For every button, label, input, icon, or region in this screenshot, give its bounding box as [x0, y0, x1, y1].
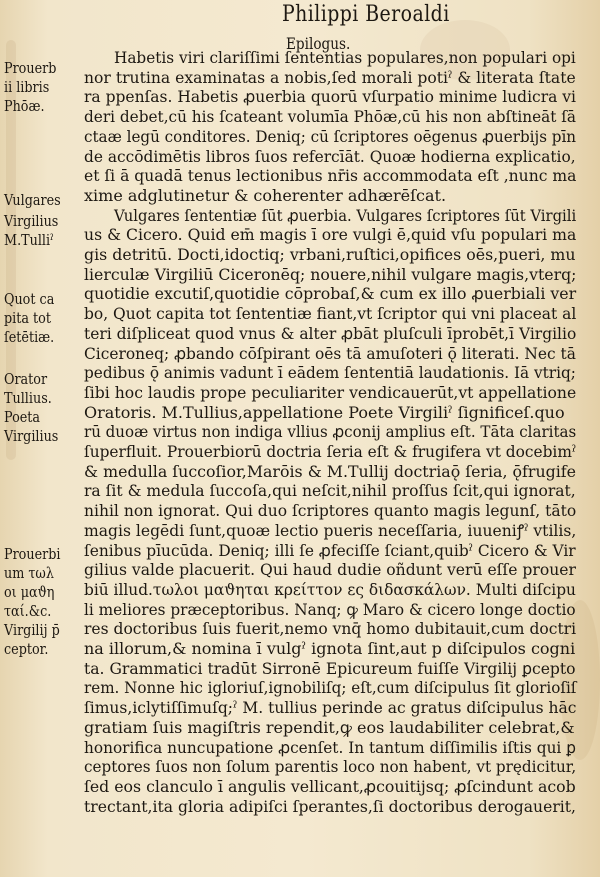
text-line: lierculæ Virgiliū Ciceronēq; nouere,nihil vulgare magis,vterq; [84, 264, 577, 284]
margin-note: Prouerb [4, 61, 57, 77]
text-line: ſenibus pīucūda. Deniq; illi ſe ꝓfeciſſe ſciant,quibˀ Cicero & Vir [84, 540, 576, 560]
text-line: xime adglutinetur & coherenter adhærēſcat. [84, 185, 447, 205]
margin-note: Vulgares [4, 193, 61, 209]
margin-note: Virgilius [4, 214, 59, 230]
text-line: ſibi hoc laudis prope peculiariter vendicauerūt,vt appellatione [84, 382, 577, 402]
text-line: nihil non ignorat. Qui duo ſcriptores quanto magis legunſ, tāto [84, 501, 577, 521]
margin-note: ταί.&c. [4, 604, 52, 620]
text-line: rū duoæ virtus non indiga vllius ꝓconij amplius eſt. Tāta claritas [84, 422, 577, 442]
text-line: honorifica nuncupatione ꝓcenſet. In tantum diſſimilis iſtis qui ꝑ [84, 737, 576, 757]
margin-note: οι μαϑη [4, 585, 55, 601]
text-line: us & Cicero. Quid em̄ magis ī ore vulgi ē,quid vſu populari ma [84, 225, 577, 245]
text-line: gis detritū. Docti,idoctiq; vrbani,ruſtici,opifices oēs,pueri, mu [84, 245, 576, 264]
margin-note: ceptor. [4, 642, 49, 658]
text-line: Habetis viri clariſſimi ſententias populares,non populari opi [114, 48, 576, 67]
margin-note: Poeta [4, 410, 41, 426]
text-line: magis legēdi ſunt,quoæ lectio pueris neceſſaria, iuueniꝭˀ vtilis, [84, 520, 577, 540]
margin-note: Virgilius [4, 429, 59, 445]
text-line: li meliores præceptoribus. Nanq; ꝙ Maro & cicero longe doctio [84, 599, 576, 619]
text-line: ra ſit & medula ſuccoſa,qui neſcit,nihil proſſus ſcit,qui ignorat, [84, 481, 576, 501]
margin-note: Tullius. [4, 391, 52, 407]
text-line: nor trutina examinatas a nobis,ſed morali potiˀ & literata ſtate [84, 67, 576, 87]
text-line: res doctoribus ſuis fuerit,nemo vnq̄ homo dubitauit,cum doctri [84, 619, 577, 639]
text-line: et ſi ā quadā tenus lectionibus nr̄is accommodata eſt ,nunc ma [84, 166, 577, 186]
margin-note: Orator [4, 372, 48, 388]
text-line: ta. Grammatici tradūt Sirronē Epicureum fuiſſe Virgilij ꝑcepto [84, 658, 576, 678]
margin-note: Quot ca [4, 292, 55, 308]
text-line: gratiam ſuis magiſtris rependit,ꝙ eos laudabiliter celebrat,& [84, 717, 575, 737]
margin-note: Virgilij p̄ [4, 623, 60, 639]
margin-notes [0, 0, 82, 877]
text-line: & medulla ſuccoſior,Marōis & M.Tullij doctriaǭ ſeria, ǭfrugife [84, 461, 577, 481]
text-line: ſed eos clanculo ī angulis vellicant,ꝓcouitijsq; ꝓſcindunt acob [84, 776, 576, 796]
section-title: Epilogus. [286, 34, 351, 53]
running-head: Philippi Beroaldi [282, 2, 450, 27]
text-line: biū illud.τωλοι μαϑηται κρείττον ες διδασκάλων. Multi diſcipu [84, 579, 576, 599]
text-line: pedibus ǭ animis vadunt ī eādem ſententiā laudationis. Iā vtriq; [84, 363, 576, 383]
text-line: ceptores ſuos non ſolum parentis loco non habent, vt prędicitur, [84, 757, 577, 777]
text-line: trectant,ita gloria adipiſci ſperantes,ſi doctoribus derogauerit, [84, 796, 576, 816]
margin-note: M.Tulliˀ [4, 233, 54, 249]
text-line: ſimus,iclytiſſimuſq;ˀ M. tullius perinde ac gratus diſcipulus hāc [84, 698, 577, 718]
text-line: de accōdimētis libros ſuos refercīāt. Quoæ hodierna explicatio, [84, 146, 576, 166]
margin-note: Phōæ. [4, 99, 45, 115]
text-line: Ciceroneq; ꝓbando cōſpirant oēs tā amuſoteri ǭ literati. Nec tā [84, 343, 576, 363]
text-line: quotidie excutiſ,quotidie cōprobaſ,& cum ex illo ꝓuerbiali ver [84, 284, 577, 304]
text-line: teri diſpliceat quod vnus & alter ꝓbāt pluſculi īprobēt,ī Virgilio [84, 323, 577, 343]
text-line: deri debet,cū his ſcateant volumīa Phōæ,cū his non abſtineāt ſā [84, 107, 577, 127]
text-line: Oratoris. M.Tullius,appellatione Poete Virgiliˀ ſignificeſ.quo [84, 402, 565, 422]
margin-note: ii libris [4, 80, 50, 96]
text-line: Vulgares ſententiæ ſūt ꝓuerbia. Vulgares ſcriptores ſūt Virgili [114, 205, 577, 225]
margin-note: um τωλ [4, 566, 54, 582]
margin-note: pita tot [4, 311, 51, 327]
text-line: ſuperfluit. Prouerbiorū doctria ſeria eſt & frugifera vt docebimˀ [84, 442, 577, 461]
text-line: gilius valde placuerit. Qui haud dudie oñdunt verū eſſe prouer [84, 560, 576, 580]
text-line: bo, Quot capita tot ſententiæ fiant,vt ſcriptor qui vni placeat al [84, 304, 577, 324]
text-line: ctaæ legū conditores. Deniq; cū ſcriptores oēgenus ꝓuerbijs pīn [84, 126, 577, 146]
text-line: rem. Nonne hic igloriuſ,ignobiliſq; eſt,cum diſcipulus ſit glorioſiſ [84, 678, 577, 698]
text-line: ra ppenſas. Habetis ꝓuerbia quorū vſurpatio minime ludicra vi [84, 87, 577, 107]
text-line: na illorum,& nomina ī vulgˀ ignota ſint,aut p diſcipulos cogni [84, 639, 576, 658]
margin-note: ſetētiæ. [4, 330, 55, 346]
margin-note: Prouerbi [4, 547, 61, 563]
